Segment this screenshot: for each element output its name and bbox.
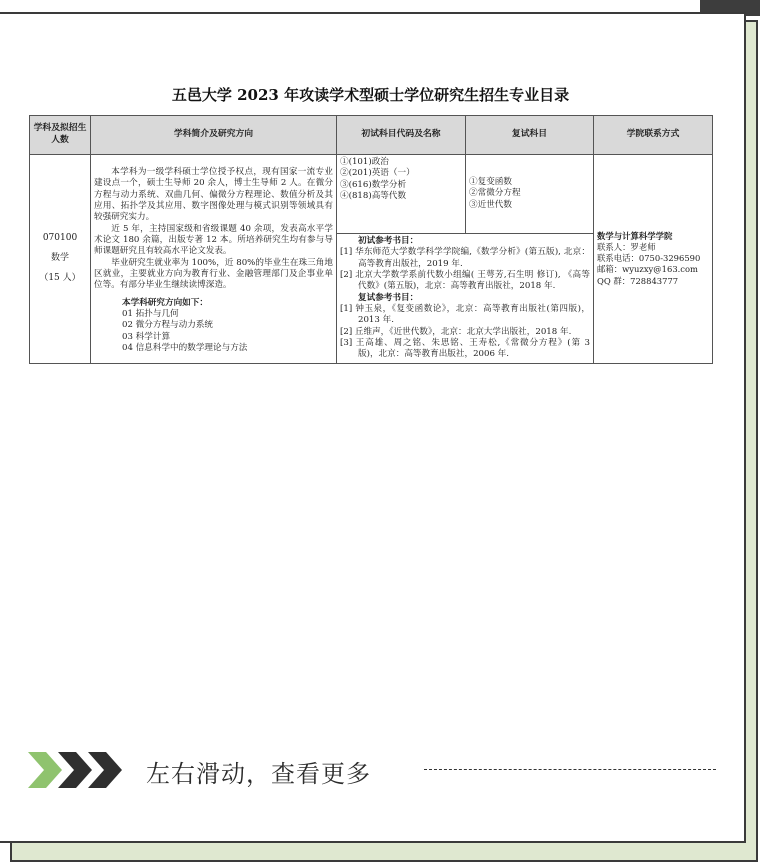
retest-subject: ②常微分方程 xyxy=(469,188,521,199)
contact-email: 邮箱：wyuzxy@163.com xyxy=(597,264,698,275)
subject-code: 070100 xyxy=(42,233,78,244)
catalog-table xyxy=(29,115,713,364)
chevron-arrows-icon xyxy=(28,752,128,788)
header-retest: 复试科目 xyxy=(466,116,594,155)
direction-item: 01 拓扑与几何 xyxy=(122,309,179,320)
reference-item: [2] 北京大学数学系前代数小组编( 王萼芳,石生明 修订), 《高等代数》(第五版)，北京：高等教育出版社，2018 年. xyxy=(340,270,590,292)
exam-subjects-cell xyxy=(337,155,466,234)
contact-person: 联系人：罗老师 xyxy=(597,242,656,253)
table-row xyxy=(30,155,713,234)
catalog-image xyxy=(29,64,712,430)
intro-cell xyxy=(91,155,337,364)
header-contact: 学院联系方式 xyxy=(594,116,713,155)
intro-paragraph: 近 5 年，主持国家级和省级课题 40 余项，发表高水平学术论文 180 余篇，出版专著 12 本。所培养研究生均有参与导师课题研究且有较高水平论文发表。 xyxy=(94,223,333,257)
references-cell xyxy=(337,234,594,364)
reference-item: [1] 钟玉泉，《复变函数论》，北京：高等教育出版社(第四版)， 2013 年. xyxy=(340,304,590,326)
intro-paragraph: 毕业研究生就业率为 100%，近 80%的毕业生在珠三角地区就业，主要就业方向为教育行业、金融管理部门及企事业单位等。有部分毕业生继续读博深造。 xyxy=(94,257,333,291)
retest-subjects-cell xyxy=(466,155,594,234)
catalog-title: 五邑大学 2023 年攻读学术型硕士学位研究生招生专业目录 xyxy=(171,86,570,104)
direction-item: 03 科学计算 xyxy=(122,331,171,342)
contact-dept: 数学与计算科学学院 xyxy=(597,231,673,242)
subject-quota: （15 人） xyxy=(39,272,81,283)
reference-item: [3] 王高雄、周之铭、朱思铭、王寿松,《常微分方程》(第 3 版)，北京：高等教育出版社，2006 年. xyxy=(340,338,590,360)
retest-ref-title: 复试参考书目： xyxy=(358,292,419,303)
header-subject: 学科及拟招生人数 xyxy=(30,116,91,155)
directions-title: 本学科研究方向如下： xyxy=(122,297,208,308)
exam-subject: ①(101)政治 xyxy=(340,157,389,167)
retest-subject: ①复变函数 xyxy=(469,177,512,187)
chevron-right-icon xyxy=(58,752,92,788)
top-divider xyxy=(0,12,746,14)
contact-qq: QQ 群：728843777 xyxy=(597,275,679,286)
direction-item: 04 信息科学中的数学理论与方法 xyxy=(122,343,248,354)
subject-name: 数学 xyxy=(50,252,69,263)
retest-subject: ③近世代数 xyxy=(469,199,512,210)
contact-phone: 联系电话：0750-3296590 xyxy=(597,253,701,264)
reference-item: [2] 丘维声，《近世代数》，北京：北京大学出版社，2018 年. xyxy=(340,326,572,337)
direction-item: 02 微分方程与动力系统 xyxy=(122,320,214,331)
swipe-hint-text: 左右滑动，查看更多 xyxy=(146,760,371,788)
initial-ref-title: 初试参考书目： xyxy=(358,236,419,246)
exam-subject: ②(201)英语（一） xyxy=(340,168,415,179)
header-exam: 初试科目代码及名称 xyxy=(337,116,466,155)
header-row xyxy=(30,116,713,155)
chevron-right-icon xyxy=(88,752,122,788)
chevron-right-icon xyxy=(28,752,62,788)
dashed-divider xyxy=(424,769,716,770)
subject-cell xyxy=(30,155,91,364)
intro-paragraph: 本学科为一级学科硕士学位授予权点，现有国家一流专业建设点一个，硕士生导师 20 余人，博士生导师 2 人。在微分方程与动力系统、双曲几何、偏微分方程理论、数值分析及其应用、拓扑学及其应用、数字图像处理与模式识别等领域具有较强研究实力。 xyxy=(94,167,333,223)
reference-item: [1] 华东师范大学数学科学学院编,《数学分析》(第五版), 北京：高等教育出版社，2019 年. xyxy=(340,247,590,269)
header-intro: 学科简介及研究方向 xyxy=(91,116,337,155)
swipe-hint[interactable] xyxy=(28,752,728,792)
exam-subject: ④(818)高等代数 xyxy=(340,191,407,202)
contact-cell xyxy=(594,155,713,364)
exam-subject: ③(616)数学分析 xyxy=(340,179,407,190)
